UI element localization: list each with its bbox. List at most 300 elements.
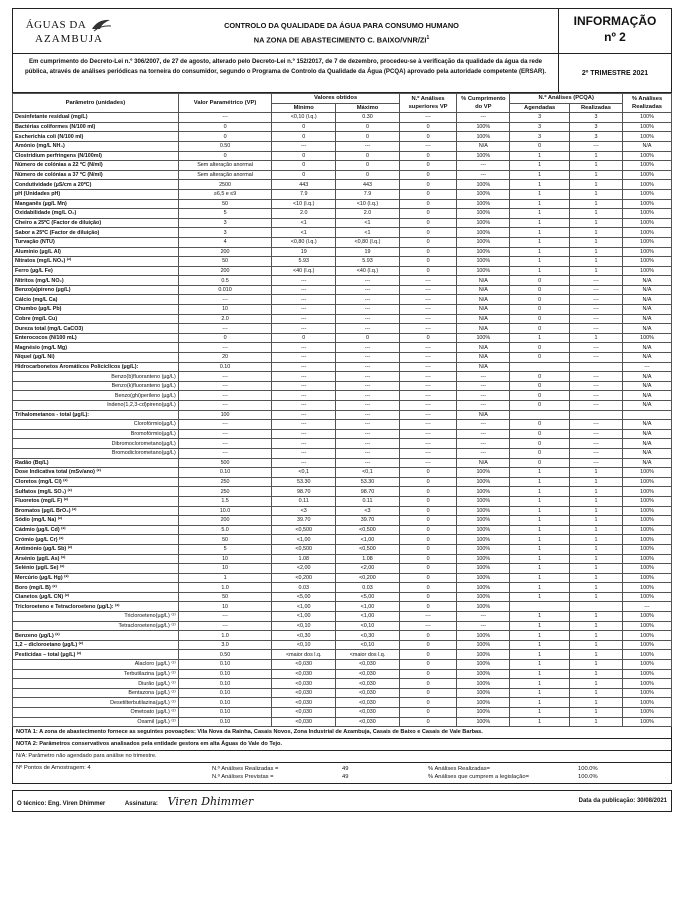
- pct-vp-cell: N/A: [457, 362, 510, 372]
- vp-cell: 0.10: [178, 468, 272, 478]
- min-cell: <0,030: [272, 717, 336, 727]
- table-row: [13, 573, 672, 583]
- param-cell: Alumínio (µg/L Al): [13, 247, 179, 257]
- vp-cell: 20: [178, 353, 272, 363]
- above-cell: 0: [399, 592, 456, 602]
- done-cell: ---: [569, 372, 622, 382]
- above-cell: 0: [399, 660, 456, 670]
- min-cell: ---: [272, 458, 336, 468]
- done-cell: 1: [569, 660, 622, 670]
- param-cell: Manganês (µg/L Mn): [13, 199, 179, 209]
- table-row: [13, 650, 672, 660]
- above-cell: 0: [399, 257, 456, 267]
- pct-done-cell: 100%: [623, 506, 672, 516]
- done-cell: 1: [569, 180, 622, 190]
- vp-cell: 0: [178, 151, 272, 161]
- table-row: [13, 324, 672, 334]
- table-row: [13, 247, 672, 257]
- vp-cell: 3: [178, 218, 272, 228]
- vp-cell: ---: [178, 295, 272, 305]
- min-cell: ---: [272, 391, 336, 401]
- done-cell: 1: [569, 573, 622, 583]
- table-row: [13, 362, 672, 372]
- pct-done-cell: 100%: [623, 660, 672, 670]
- col-param: Parâmetro (unidades): [13, 94, 179, 113]
- max-cell: <0,80 (l.q.): [336, 237, 400, 247]
- scheduled-cell: 1: [510, 583, 570, 593]
- above-cell: 0: [399, 525, 456, 535]
- scheduled-cell: 1: [510, 554, 570, 564]
- max-cell: ---: [336, 141, 400, 151]
- above-cell: 0: [399, 228, 456, 238]
- max-cell: <maior dos l.q.: [336, 650, 400, 660]
- vp-cell: 3.0: [178, 640, 272, 650]
- vp-cell: 0.10: [178, 698, 272, 708]
- table-body: [13, 113, 672, 727]
- pct-done-cell: N/A: [623, 276, 672, 286]
- max-cell: 0.30: [336, 113, 400, 123]
- table-row: [13, 660, 672, 670]
- min-cell: <0,10: [272, 621, 336, 631]
- done-cell: ---: [569, 448, 622, 458]
- scheduled-cell: 1: [510, 631, 570, 641]
- done-cell: ---: [569, 439, 622, 449]
- vp-cell: 0.10: [178, 679, 272, 689]
- param-cell: Dose Indicativa total (mSv/ano) ⁽²⁾: [13, 468, 179, 478]
- min-cell: 39.70: [272, 516, 336, 526]
- table-row: [13, 276, 672, 286]
- min-cell: <0,030: [272, 679, 336, 689]
- above-cell: 0: [399, 266, 456, 276]
- pct-done-cell: N/A: [623, 324, 672, 334]
- table-row: [13, 564, 672, 574]
- done-cell: 1: [569, 189, 622, 199]
- pct-done-cell: N/A: [623, 141, 672, 151]
- table-row: [13, 506, 672, 516]
- col-vp: Valor Paramétrico (VP): [178, 94, 272, 113]
- param-cell: Níquel (µg/L Ni): [13, 353, 179, 363]
- done-cell: 1: [569, 199, 622, 209]
- scheduled-cell: 0: [510, 429, 570, 439]
- table-row: [13, 679, 672, 689]
- col-obtained: Valores obtidos: [272, 94, 400, 104]
- pct-vp-cell: N/A: [457, 353, 510, 363]
- done-cell: 1: [569, 161, 622, 171]
- above-cell: 0: [399, 506, 456, 516]
- min-cell: <maior dos l.q.: [272, 650, 336, 660]
- param-cell: Desinfetante residual (mg/L): [13, 113, 179, 123]
- vp-cell: 0.10: [178, 708, 272, 718]
- table-row: [13, 487, 672, 497]
- pct-done-cell: 100%: [623, 516, 672, 526]
- done-cell: 1: [569, 535, 622, 545]
- col-done: Realizadas: [569, 103, 622, 113]
- scheduled-cell: 1: [510, 660, 570, 670]
- min-cell: <0,500: [272, 525, 336, 535]
- above-cell: ---: [399, 439, 456, 449]
- above-cell: ---: [399, 612, 456, 622]
- pct-done-cell: 100%: [623, 247, 672, 257]
- min-cell: ---: [272, 305, 336, 315]
- max-cell: <2,00: [336, 564, 400, 574]
- max-cell: 1.08: [336, 554, 400, 564]
- above-cell: ---: [399, 621, 456, 631]
- pct-vp-cell: 100%: [457, 333, 510, 343]
- min-cell: ---: [272, 372, 336, 382]
- min-cell: <40 (l.q.): [272, 266, 336, 276]
- max-cell: 0: [336, 170, 400, 180]
- pct-vp-cell: ---: [457, 170, 510, 180]
- pct-vp-cell: 100%: [457, 669, 510, 679]
- pct-vp-cell: ---: [457, 372, 510, 382]
- pct-done-cell: 100%: [623, 535, 672, 545]
- table-row: [13, 237, 672, 247]
- done-cell: 1: [569, 151, 622, 161]
- pct-done-cell: N/A: [623, 353, 672, 363]
- table-row: [13, 314, 672, 324]
- done-cell: [569, 362, 622, 372]
- table-row: [13, 113, 672, 123]
- scheduled-cell: 0: [510, 276, 570, 286]
- table-row: [13, 640, 672, 650]
- info-number: nº 2: [604, 30, 626, 44]
- vp-cell: 50: [178, 592, 272, 602]
- min-cell: <5,00: [272, 592, 336, 602]
- scheduled-cell: 1: [510, 717, 570, 727]
- param-cell: Número de colónias a 22 ºC (N/ml): [13, 161, 179, 171]
- min-cell: ---: [272, 420, 336, 430]
- vp-cell: 3: [178, 228, 272, 238]
- vp-cell: ---: [178, 401, 272, 411]
- pct-done-cell: 100%: [623, 122, 672, 132]
- vp-cell: Sem alteração anormal: [178, 170, 272, 180]
- pct-vp-cell: 100%: [457, 535, 510, 545]
- pct-done-cell: N/A: [623, 305, 672, 315]
- done-cell: 1: [569, 496, 622, 506]
- param-cell: Nitratos (mg/L NO₃) ⁽²⁾: [13, 257, 179, 267]
- max-cell: ---: [336, 410, 400, 420]
- param-cell: Benzeno (µg/L) ⁽²⁾: [13, 631, 179, 641]
- scheduled-cell: 0: [510, 324, 570, 334]
- pct-done-cell: N/A: [623, 448, 672, 458]
- done-cell: 1: [569, 717, 622, 727]
- vp-cell: 0: [178, 333, 272, 343]
- pct-done-cell: [623, 410, 672, 420]
- max-cell: <0,200: [336, 573, 400, 583]
- min-cell: ---: [272, 353, 336, 363]
- min-cell: <10 (l.q.): [272, 199, 336, 209]
- pct-vp-cell: 100%: [457, 228, 510, 238]
- pct-done-cell: 100%: [623, 621, 672, 631]
- table-row: [13, 602, 672, 612]
- min-cell: 53.30: [272, 477, 336, 487]
- pct-done-cell: 100%: [623, 717, 672, 727]
- max-cell: <0,030: [336, 717, 400, 727]
- pct-vp-cell: ---: [457, 113, 510, 123]
- max-cell: ---: [336, 448, 400, 458]
- table-row: [13, 266, 672, 276]
- max-cell: <0,030: [336, 698, 400, 708]
- pct-done-cell: 100%: [623, 237, 672, 247]
- done-cell: 1: [569, 487, 622, 497]
- scheduled-cell: 0: [510, 372, 570, 382]
- pct-vp-cell: N/A: [457, 410, 510, 420]
- above-cell: 0: [399, 209, 456, 219]
- min-cell: <0,030: [272, 698, 336, 708]
- scheduled-cell: 1: [510, 621, 570, 631]
- scheduled-cell: 1: [510, 161, 570, 171]
- header: [12, 8, 672, 54]
- above-cell: ---: [399, 141, 456, 151]
- pct-done-cell: 100%: [623, 688, 672, 698]
- pct-vp-cell: ---: [457, 621, 510, 631]
- vp-cell: 200: [178, 247, 272, 257]
- pct-done-cell: N/A: [623, 391, 672, 401]
- vp-cell: Sem alteração anormal: [178, 161, 272, 171]
- table-row: [13, 468, 672, 478]
- param-cell: Sabor a 25ºC (Factor de diluição): [13, 228, 179, 238]
- pct-done-cell: 100%: [623, 698, 672, 708]
- vp-cell: 0.5: [178, 276, 272, 286]
- scheduled-cell: [510, 410, 570, 420]
- pct-vp-cell: 100%: [457, 573, 510, 583]
- col-pct-vp: % Cumprimento do VP: [457, 94, 510, 113]
- min-cell: 0.03: [272, 583, 336, 593]
- scheduled-cell: 1: [510, 468, 570, 478]
- min-cell: ---: [272, 401, 336, 411]
- max-cell: 5.93: [336, 257, 400, 267]
- done-cell: 1: [569, 468, 622, 478]
- scheduled-cell: 0: [510, 141, 570, 151]
- vp-cell: 500: [178, 458, 272, 468]
- scheduled-cell: 0: [510, 353, 570, 363]
- done-cell: ---: [569, 324, 622, 334]
- done-cell: 1: [569, 612, 622, 622]
- min-cell: <1: [272, 218, 336, 228]
- done-cell: 3: [569, 113, 622, 123]
- param-cell: Benzo(k)fluoranteno (µg/L): [13, 381, 179, 391]
- done-cell: 1: [569, 669, 622, 679]
- analysis-percentages: % Análises Realizadas= 100.0% % Análises que cumprem a legislação= 100.0%: [428, 766, 598, 781]
- pct-vp-cell: 100%: [457, 592, 510, 602]
- done-cell: ---: [569, 314, 622, 324]
- done-cell: ---: [569, 285, 622, 295]
- above-cell: 0: [399, 161, 456, 171]
- pct-done-cell: N/A: [623, 458, 672, 468]
- max-cell: ---: [336, 362, 400, 372]
- pct-done-cell: 100%: [623, 477, 672, 487]
- above-cell: ---: [399, 295, 456, 305]
- max-cell: 53.30: [336, 477, 400, 487]
- done-cell: 1: [569, 333, 622, 343]
- done-cell: 1: [569, 247, 622, 257]
- done-cell: 1: [569, 708, 622, 718]
- done-cell: 1: [569, 564, 622, 574]
- max-cell: <10 (l.q.): [336, 199, 400, 209]
- table-row: [13, 669, 672, 679]
- min-cell: <0,030: [272, 708, 336, 718]
- vp-cell: ---: [178, 621, 272, 631]
- pct-done-cell: 100%: [623, 669, 672, 679]
- done-cell: ---: [569, 353, 622, 363]
- max-cell: 39.70: [336, 516, 400, 526]
- max-cell: ---: [336, 314, 400, 324]
- done-cell: 3: [569, 122, 622, 132]
- scheduled-cell: 1: [510, 708, 570, 718]
- vp-cell: 50: [178, 535, 272, 545]
- scheduled-cell: 1: [510, 516, 570, 526]
- scheduled-cell: 0: [510, 285, 570, 295]
- pct-done-cell: 100%: [623, 189, 672, 199]
- scheduled-cell: 0: [510, 381, 570, 391]
- pct-done-cell: 100%: [623, 564, 672, 574]
- min-cell: ---: [272, 448, 336, 458]
- scheduled-cell: 0: [510, 439, 570, 449]
- done-cell: 1: [569, 266, 622, 276]
- pct-done-cell: 100%: [623, 218, 672, 228]
- done-cell: ---: [569, 420, 622, 430]
- vp-cell: 0.10: [178, 362, 272, 372]
- above-cell: 0: [399, 669, 456, 679]
- param-cell: Amónio (mg/L NH₄): [13, 141, 179, 151]
- pct-vp-cell: 100%: [457, 199, 510, 209]
- max-cell: <1,00: [336, 612, 400, 622]
- pct-done-cell: 100%: [623, 266, 672, 276]
- vp-cell: ---: [178, 420, 272, 430]
- vp-cell: 5: [178, 544, 272, 554]
- pct-done-cell: N/A: [623, 295, 672, 305]
- above-cell: ---: [399, 285, 456, 295]
- table-row: [13, 429, 672, 439]
- param-cell: Magnésio (mg/L Mg): [13, 343, 179, 353]
- done-cell: 1: [569, 679, 622, 689]
- table-row: [13, 170, 672, 180]
- table-row: [13, 631, 672, 641]
- scheduled-cell: 1: [510, 333, 570, 343]
- pct-vp-cell: 100%: [457, 583, 510, 593]
- min-cell: 1.08: [272, 554, 336, 564]
- param-cell: Tricloroeteno(µg/L) ⁽²⁾: [13, 612, 179, 622]
- pct-done-cell: N/A: [623, 343, 672, 353]
- sampling-points: Nº Pontos de Amostragem: 4: [16, 765, 91, 772]
- vp-cell: 1.0: [178, 583, 272, 593]
- min-cell: ---: [272, 285, 336, 295]
- max-cell: 0: [336, 161, 400, 171]
- table-row: [13, 209, 672, 219]
- table-row: [13, 391, 672, 401]
- max-cell: ---: [336, 305, 400, 315]
- done-cell: 1: [569, 592, 622, 602]
- done-cell: ---: [569, 343, 622, 353]
- pct-vp-cell: N/A: [457, 285, 510, 295]
- above-cell: 0: [399, 189, 456, 199]
- above-cell: 0: [399, 199, 456, 209]
- min-cell: 0: [272, 333, 336, 343]
- pct-vp-cell: 100%: [457, 151, 510, 161]
- min-cell: 5.93: [272, 257, 336, 267]
- max-cell: 0: [336, 151, 400, 161]
- min-cell: ---: [272, 295, 336, 305]
- pct-vp-cell: 100%: [457, 602, 510, 612]
- min-cell: 0: [272, 132, 336, 142]
- scheduled-cell: 1: [510, 199, 570, 209]
- results-table: [12, 93, 672, 727]
- vp-cell: ---: [178, 391, 272, 401]
- param-cell: Benzo(b)fluoranteno (µg/L): [13, 372, 179, 382]
- done-cell: [569, 410, 622, 420]
- table-row: [13, 420, 672, 430]
- param-cell: Alacloro (µg/L) ⁽²⁾: [13, 660, 179, 670]
- scheduled-cell: 1: [510, 535, 570, 545]
- param-cell: Número de colónias a 37 ºC (N/ml): [13, 170, 179, 180]
- param-cell: Enterococos (N/100 mL): [13, 333, 179, 343]
- param-cell: Condutividade (µS/cm a 20ºC): [13, 180, 179, 190]
- info-label: INFORMAÇÃO: [573, 14, 657, 28]
- above-cell: ---: [399, 314, 456, 324]
- min-cell: <0,030: [272, 660, 336, 670]
- min-cell: <0,500: [272, 544, 336, 554]
- table-row: [13, 257, 672, 267]
- pct-vp-cell: ---: [457, 401, 510, 411]
- table-row: [13, 448, 672, 458]
- vp-cell: ---: [178, 429, 272, 439]
- max-cell: ---: [336, 276, 400, 286]
- pct-done-cell: 100%: [623, 209, 672, 219]
- above-cell: 0: [399, 487, 456, 497]
- above-cell: ---: [399, 362, 456, 372]
- col-scheduled: Agendadas: [510, 103, 570, 113]
- pct-done-cell: 100%: [623, 631, 672, 641]
- vp-cell: ≥6,5 e ≤9: [178, 189, 272, 199]
- vp-cell: ---: [178, 381, 272, 391]
- table-row: [13, 496, 672, 506]
- param-cell: Pesticidas – total (µg/L) ⁽²⁾: [13, 650, 179, 660]
- min-cell: ---: [272, 343, 336, 353]
- footer: [12, 790, 672, 812]
- scheduled-cell: 1: [510, 151, 570, 161]
- max-cell: 443: [336, 180, 400, 190]
- max-cell: 0: [336, 132, 400, 142]
- above-cell: ---: [399, 276, 456, 286]
- min-cell: ---: [272, 362, 336, 372]
- col-above: N.º Análises superiores VP: [399, 94, 456, 113]
- pct-done-cell: 100%: [623, 573, 672, 583]
- done-cell: 1: [569, 631, 622, 641]
- max-cell: <0,030: [336, 660, 400, 670]
- pct-vp-cell: 100%: [457, 209, 510, 219]
- above-cell: 0: [399, 170, 456, 180]
- scheduled-cell: 1: [510, 698, 570, 708]
- param-cell: Cianetos (µg/L CN) ⁽²⁾: [13, 592, 179, 602]
- done-cell: ---: [569, 401, 622, 411]
- note-2: NOTA 2: Parâmetros conservativos analisados pela entidade gestora em alta Águas do Vale do Tejo.: [12, 739, 672, 751]
- table-row: [13, 458, 672, 468]
- vp-cell: 2.0: [178, 314, 272, 324]
- min-cell: ---: [272, 429, 336, 439]
- table-row: [13, 141, 672, 151]
- pct-vp-cell: 100%: [457, 257, 510, 267]
- pct-done-cell: N/A: [623, 314, 672, 324]
- scheduled-cell: 3: [510, 113, 570, 123]
- above-cell: 0: [399, 717, 456, 727]
- done-cell: 1: [569, 170, 622, 180]
- pct-vp-cell: ---: [457, 161, 510, 171]
- above-cell: 0: [399, 650, 456, 660]
- min-cell: ---: [272, 276, 336, 286]
- pct-done-cell: 100%: [623, 708, 672, 718]
- max-cell: ---: [336, 285, 400, 295]
- done-cell: ---: [569, 429, 622, 439]
